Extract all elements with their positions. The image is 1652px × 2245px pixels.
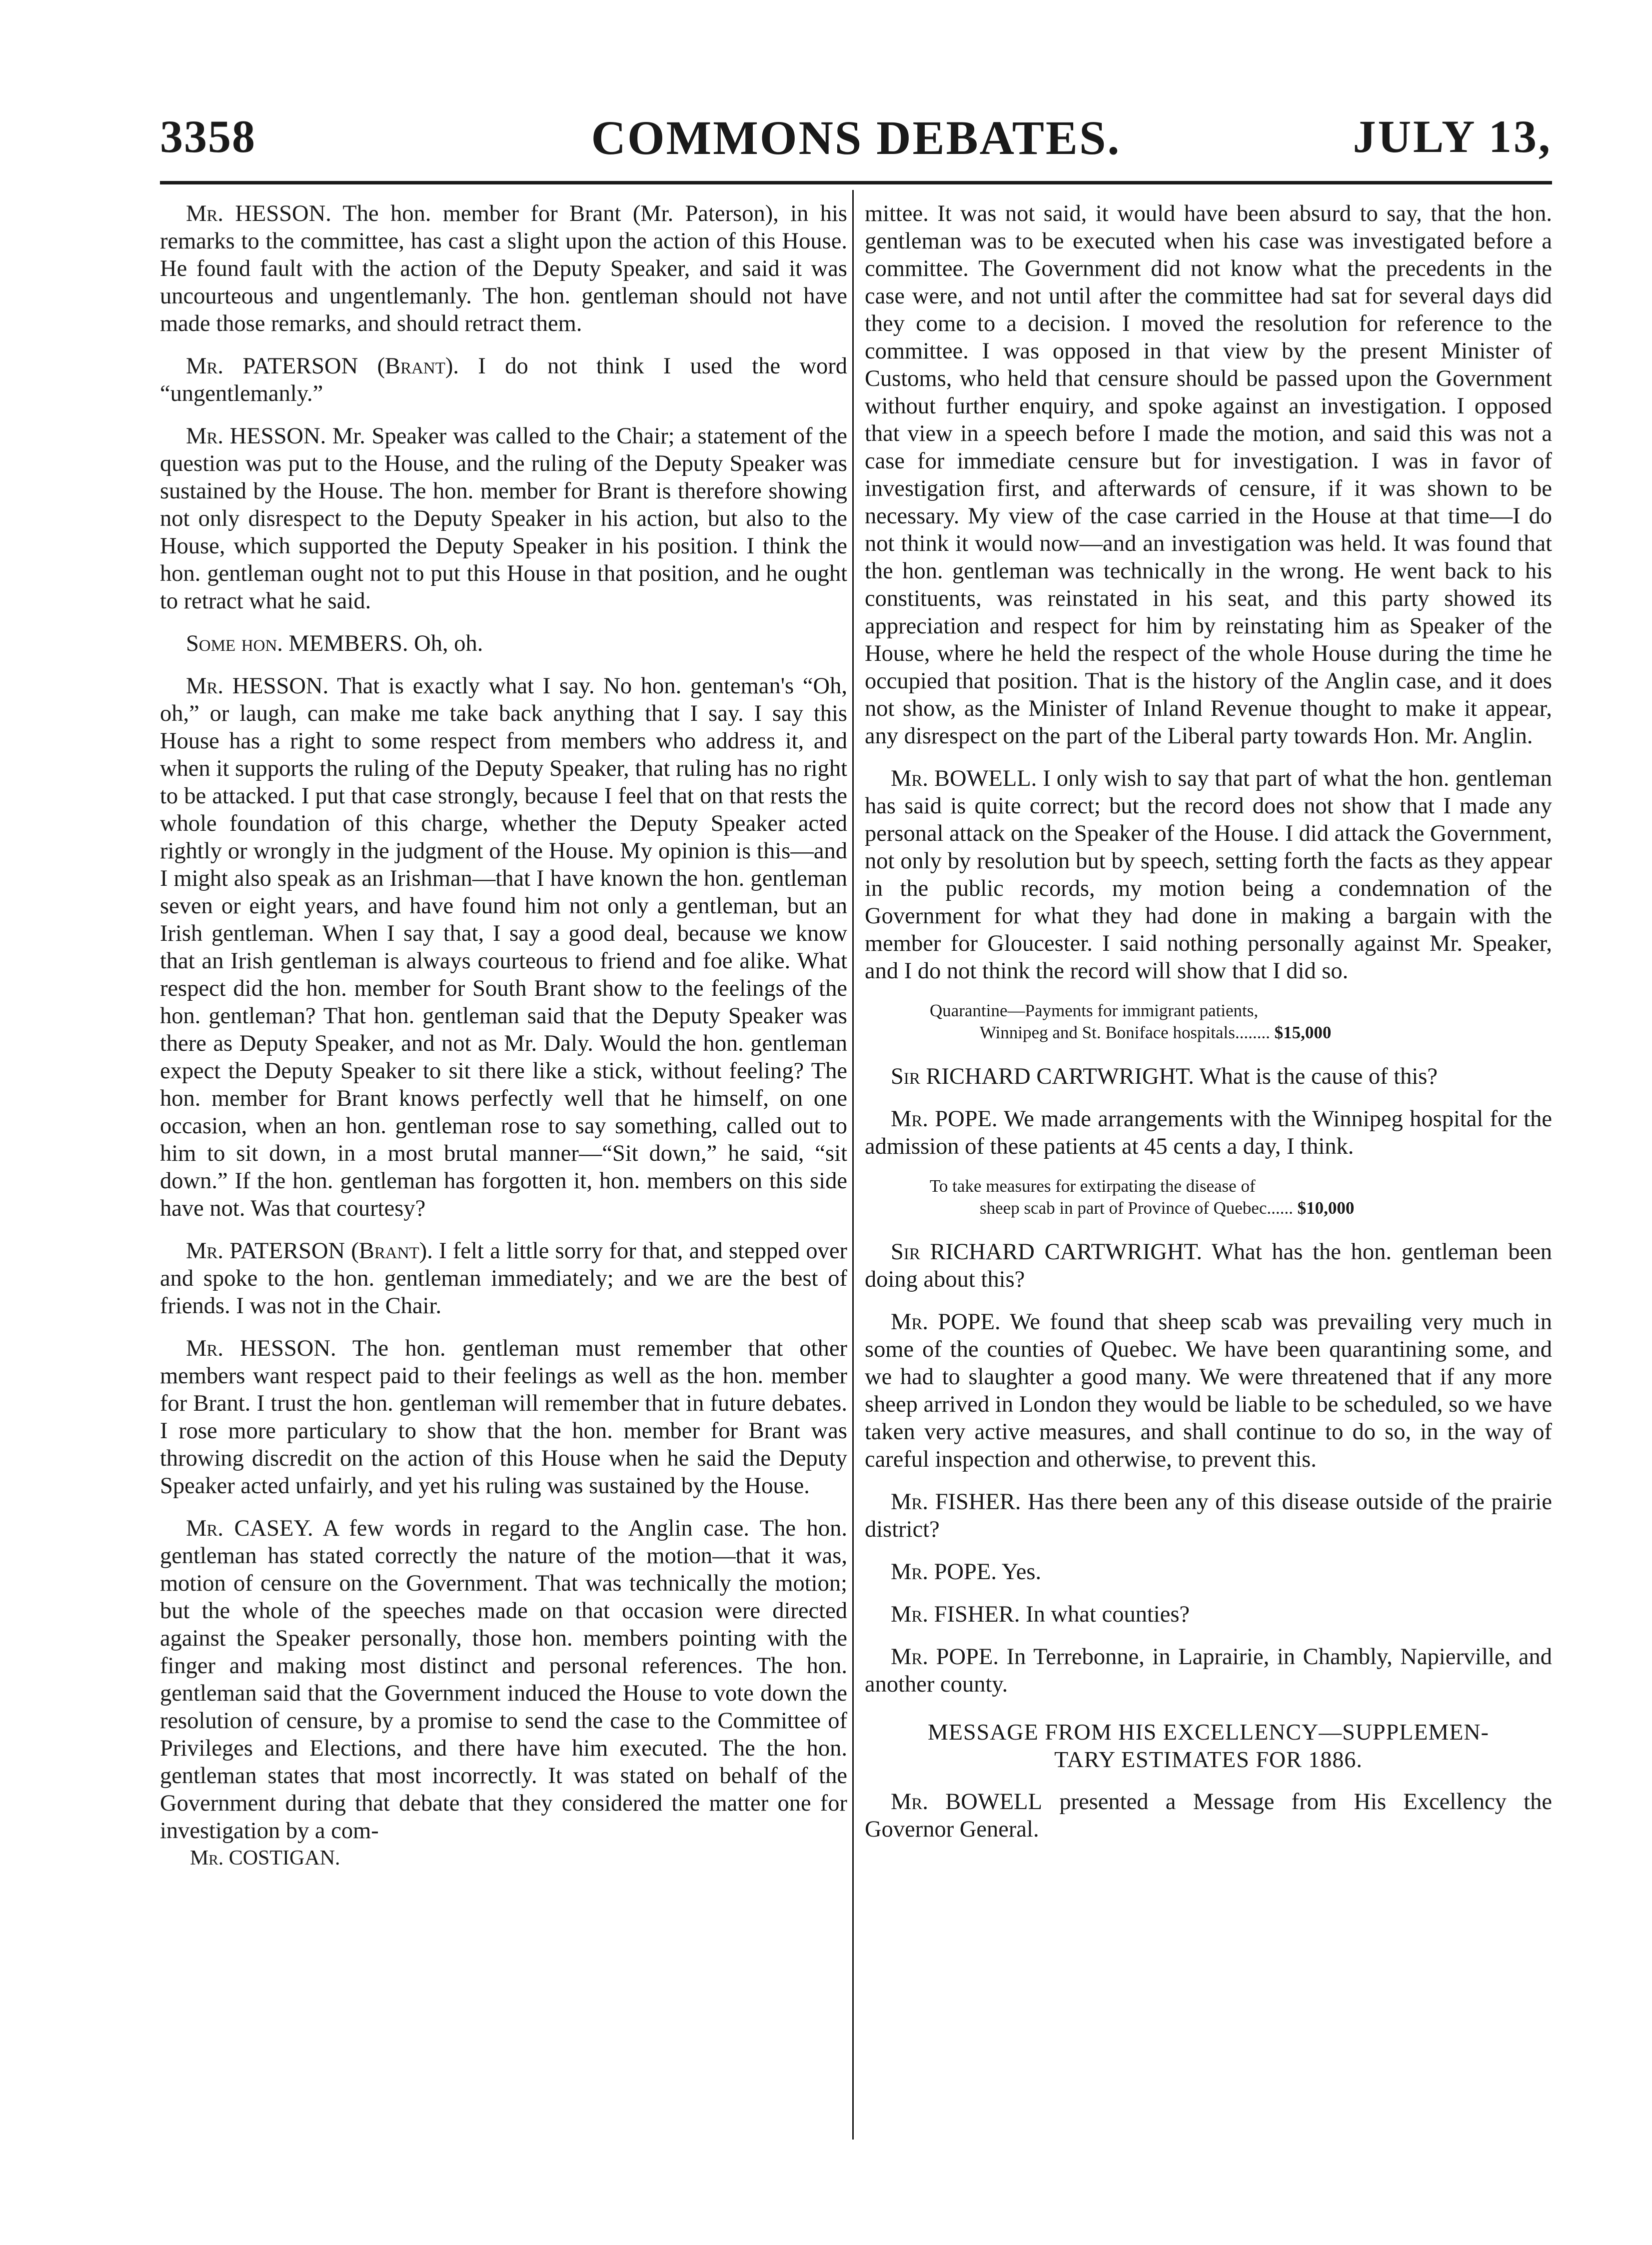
- speech-paragraph: [160, 200, 847, 337]
- speech-paragraph: [160, 422, 847, 615]
- speech-text: I felt a little sorry for that, and stepped over and spoke to the hon. gentleman immediately; and we are the best of friends. I was not in the Chair.: [160, 1238, 848, 1319]
- speech-text: In what counties?: [1026, 1602, 1190, 1627]
- page-date: JULY 13,: [1353, 111, 1552, 162]
- estimate-line: To take measures for extirpating the disease of: [930, 1176, 1256, 1196]
- section-heading: [865, 1718, 1552, 1773]
- column-divider: [852, 190, 854, 2140]
- speech-paragraph: [865, 1601, 1552, 1628]
- speech-text: I do not think I used the word “ungentlemanly.”: [160, 353, 848, 406]
- speech-text: A few words in regard to the Anglin case. The hon. gentleman has stated correctly the nature of the motion—that it was, motion of censure on the Government. That was technically the motion; but the whole of the speeches made on that occasion were directed against the Speaker personally, those hon. members pointing with the finger and making most distinct and personal references. The hon. gentleman said that the Government induced the House to vote down the resolution of censure, by a promise to send the case to the Committee of Privileges and Elections, and there have him executed. The the hon. gentleman states that most incorrectly. It was stated on behalf of the Government during that debate that they considered the matter one for investigation by a com-: [160, 1516, 847, 1844]
- estimate-line: Quarantine—Payments for immigrant patients,: [930, 1001, 1259, 1020]
- estimate-description: Winnipeg and St. Boniface hospitals........: [980, 1023, 1270, 1042]
- speaker-name: Mr. HESSON.: [186, 201, 331, 226]
- speech-text: The hon. gentleman must remember that other members want respect paid to their feelings as well as the hon. member for Brant. I trust the hon. gentleman will remember that in future debates. I rose more particulary to show that the hon. member for Brant was throwing discredit on the action of this House when he said the Deputy Speaker acted unfairly, and yet his ruling was sustained by the House.: [160, 1336, 847, 1499]
- speaker-name: Mr. HESSON.: [186, 1336, 336, 1361]
- estimate-item-quarantine: [865, 1000, 1552, 1044]
- speech-paragraph: [865, 1643, 1552, 1698]
- estimate-amount: $15,000: [1274, 1023, 1332, 1042]
- estimate-description: sheep scab in part of Province of Quebec......: [980, 1198, 1293, 1218]
- speech-paragraph: [160, 352, 847, 407]
- speech-text: We made arrangements with the Winnipeg hospital for the admission of these patients at 45 cents a day, I think.: [865, 1106, 1552, 1159]
- speech-paragraph: [865, 1063, 1552, 1090]
- speaker-name: Mr. PATERSON (Brant).: [186, 1238, 433, 1264]
- speech-text: Mr. Speaker was called to the Chair; a statement of the question was put to the House, and the ruling of the Deputy Speaker was sustained by the House. The hon. member for Brant is therefore showing not only disrespect to the Deputy Speaker in his action, but also to the House, which supported the Deputy Speaker in his position. I think the hon. gentleman ought not to put this House in that position, and he ought to retract what he said.: [160, 423, 847, 614]
- speaker-name: Mr. POPE.: [891, 1644, 999, 1670]
- estimate-line: [980, 1022, 1552, 1044]
- speech-text: Has there been any of this disease outside of the prairie district?: [865, 1489, 1552, 1542]
- speaker-name: Mr. POPE.: [891, 1559, 997, 1585]
- speech-paragraph: [160, 1237, 847, 1320]
- speech-paragraph: [865, 1105, 1552, 1160]
- speaker-name: Sir RICHARD CARTWRIGHT.: [891, 1064, 1194, 1089]
- speech-paragraph: [865, 1488, 1552, 1543]
- speaker-name: Mr. BOWELL: [891, 1789, 1042, 1815]
- speech-paragraph: [865, 1788, 1552, 1843]
- section-heading-line: TARY ESTIMATES FOR 1886.: [1054, 1747, 1363, 1772]
- section-heading-line: MESSAGE FROM HIS EXCELLENCY—SUPPLEMEN-: [928, 1719, 1489, 1745]
- speech-paragraph: [865, 765, 1552, 985]
- speaker-name: Mr. HESSON.: [186, 423, 326, 449]
- speaker-name: Mr. POPE.: [891, 1106, 998, 1132]
- speech-text: We found that sheep scab was prevailing very much in some of the counties of Quebec. We have been quarantining some, and we had to slaughter a good many. We were threatened that if any more sheep arrived in London they would be liable to be scheduled, so we have taken very active measures, and shall continue to do so, in the way of careful inspection and otherwise, to prevent this.: [865, 1309, 1552, 1472]
- speech-paragraph: [865, 1238, 1552, 1293]
- speaker-name: Mr. POPE.: [891, 1309, 1001, 1335]
- speaker-name: Some hon. MEMBERS.: [186, 631, 408, 656]
- page-number: 3358: [160, 111, 256, 162]
- speech-text: What is the cause of this?: [1199, 1064, 1438, 1089]
- speech-paragraph: [160, 1515, 847, 1845]
- page-footer-name: Mr. COSTIGAN.: [190, 1847, 340, 1870]
- speech-continuation: mittee. It was not said, it would have been absurd to say, that the hon. gentleman was to be executed when his case was investigated before a committee. The Government did not know what the precedents in the case were, and not until after the committee had sat for several days did they come to a decision. I moved the resolution for reference to the committee. I was opposed in that view by the present Minister of Customs, who held that censure should be passed upon the Government without further enquiry, and spoke against an investigation. I opposed that view in a speech before I made the motion, and said this was not a case for immediate censure but for investigation. I was in favor of investigation first, and afterwards of censure, if it was shown to be necessary. My view of the case carried in the House at that time—I do not think it would now—and an investigation was held. It was found that the hon. gentleman was technically in the wrong. He went back to his constituents, was reinstated in his seat, and this party showed its appreciation and respect for him by reinstating him as Speaker of the House, where he held the respect of the whole House during the time he occupied that position. That is the history of the Anglin case, and it does not show, as the Minister of Inland Revenue thought to make it appear, any disrespect on the part of the Liberal party towards Hon. Mr. Anglin.: [865, 201, 1552, 749]
- speaker-name: Mr. BOWELL.: [891, 766, 1037, 791]
- speech-text: In Terrebonne, in Laprairie, in Chambly, Napierville, and another county.: [865, 1644, 1552, 1697]
- speaker-name: Mr. CASEY.: [186, 1516, 313, 1541]
- page-header: [160, 105, 1552, 180]
- speech-text: The hon. member for Brant (Mr. Paterson), in his remarks to the committee, has cast a slight upon the action of this House. He found fault with the action of the Deputy Speaker, and said it was uncourteous and ungentlemanly. The hon. gentleman should not have made those remarks, and should retract them.: [160, 201, 847, 336]
- speaker-name: Mr. FISHER.: [891, 1602, 1020, 1627]
- speaker-name: Sir RICHARD CARTWRIGHT.: [891, 1239, 1202, 1265]
- left-column: [160, 200, 847, 1872]
- speech-text: That is exactly what I say. No hon. genteman's “Oh, oh,” or laugh, can make me take back anything that I say. I say this House has a right to some respect from members who address it, and when it supports the ruling of the Deputy Speaker, that ruling has no right to be attacked. I put that case strongly, because I feel that on that rests the whole foundation of this charge, whether the Deputy Speaker acted rightly or wrongly in the judgment of the House. My opinion is this—and I might also speak as an Irishman—that I have known the hon. gentleman seven or eight years, and have found him not only a gentleman, but an Irish gentleman. When I say that, I say a good deal, because we know that an Irish gentleman is always courteous to friend and foe alike. What respect did the hon. member for South Brant show to the feelings of the hon. gentleman? That hon. gentleman said that the Deputy Speaker was there as Deputy Speaker, and not as Mr. Daly. Would the hon. gentleman expect the Deputy Speaker to sit there like a stick, without feeling? The hon. member for Brant knows perfectly well that he himself, on one occasion, when an hon. gentleman rose to say something, called out to him to sit down, in a most brutal manner—“Sit down,” he said, “sit down.” If the hon. gentleman has forgotten it, hon. members on this side have not. Was that courtesy?: [160, 673, 847, 1221]
- speaker-name: Mr. FISHER.: [891, 1489, 1021, 1515]
- estimate-amount: $10,000: [1297, 1198, 1355, 1218]
- estimate-line: [980, 1197, 1552, 1219]
- speech-text: Oh, oh.: [414, 631, 483, 656]
- speaker-name: Mr. PATERSON (Brant).: [186, 353, 459, 379]
- speech-paragraph: [865, 1558, 1552, 1586]
- speech-paragraph: [865, 1308, 1552, 1473]
- speech-text: What has the hon. gentleman been doing about this?: [865, 1239, 1552, 1292]
- speaker-name: Mr. HESSON.: [186, 673, 329, 699]
- speech-paragraph: [160, 630, 847, 657]
- speech-paragraph: [160, 1335, 847, 1500]
- speech-text: I only wish to say that part of what the hon. gentleman has said is quite correct; but the record does not show that I made any personal attack on the Speaker of the House. I did attack the Government, not only by resolution but by speech, setting forth the facts as they appear in the public records, my motion being a condemnation of the Government for what they had done in making a bargain with the member for Gloucester. I said nothing personally against Mr. Speaker, and I do not think the record will show that I did so.: [865, 766, 1553, 984]
- speech-text: Yes.: [1001, 1559, 1042, 1585]
- right-column: [865, 200, 1552, 1858]
- running-title: COMMONS DEBATES.: [591, 111, 1121, 164]
- estimate-item-sheep-scab: [865, 1175, 1552, 1219]
- header-rule: [160, 181, 1552, 184]
- speech-paragraph: [160, 672, 847, 1222]
- speech-text: presented a Message from His Excellency the Governor General.: [865, 1789, 1553, 1842]
